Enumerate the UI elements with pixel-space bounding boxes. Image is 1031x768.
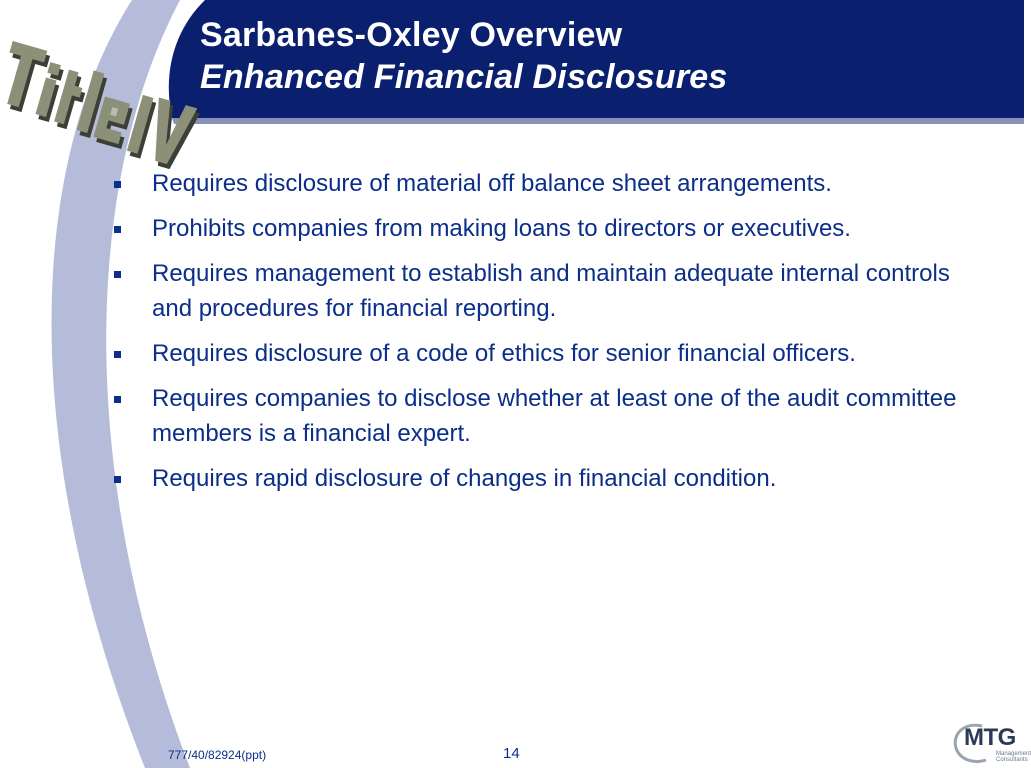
company-logo (952, 720, 1031, 766)
bullet-text: Prohibits companies from making loans to directors or executives. (152, 215, 851, 242)
bullet-list (112, 166, 992, 506)
bullet-item (112, 166, 992, 201)
slide-subtitle: Enhanced Financial Disclosures (200, 58, 728, 96)
square-bullet-icon (114, 476, 121, 483)
logo-tagline: Management Consultants (996, 751, 1031, 763)
logo-name: MTG (964, 724, 1016, 751)
title-banner-shadow (172, 118, 1024, 124)
square-bullet-icon (114, 181, 121, 188)
square-bullet-icon (114, 396, 121, 403)
bullet-item (112, 211, 992, 246)
bullet-item (112, 336, 992, 371)
bullet-item (112, 256, 992, 326)
page-number: 14 (503, 745, 520, 762)
square-bullet-icon (114, 226, 121, 233)
square-bullet-icon (114, 271, 121, 278)
bullet-text: Requires companies to disclose whether at least one of the audit committee members is a financial expert. (152, 385, 957, 447)
bullet-text: Requires disclosure of material off balance sheet arrangements. (152, 170, 832, 197)
slide-title: Sarbanes-Oxley Overview (200, 16, 623, 54)
square-bullet-icon (114, 351, 121, 358)
bullet-item (112, 381, 992, 451)
bullet-text: Requires disclosure of a code of ethics for senior financial officers. (152, 340, 856, 367)
footer-reference: 777/40/82924(ppt) (168, 748, 267, 762)
bullet-text: Requires rapid disclosure of changes in financial condition. (152, 465, 777, 492)
bullet-item (112, 461, 992, 496)
bullet-text: Requires management to establish and maintain adequate internal controls and procedures for financial reporting. (152, 260, 950, 322)
